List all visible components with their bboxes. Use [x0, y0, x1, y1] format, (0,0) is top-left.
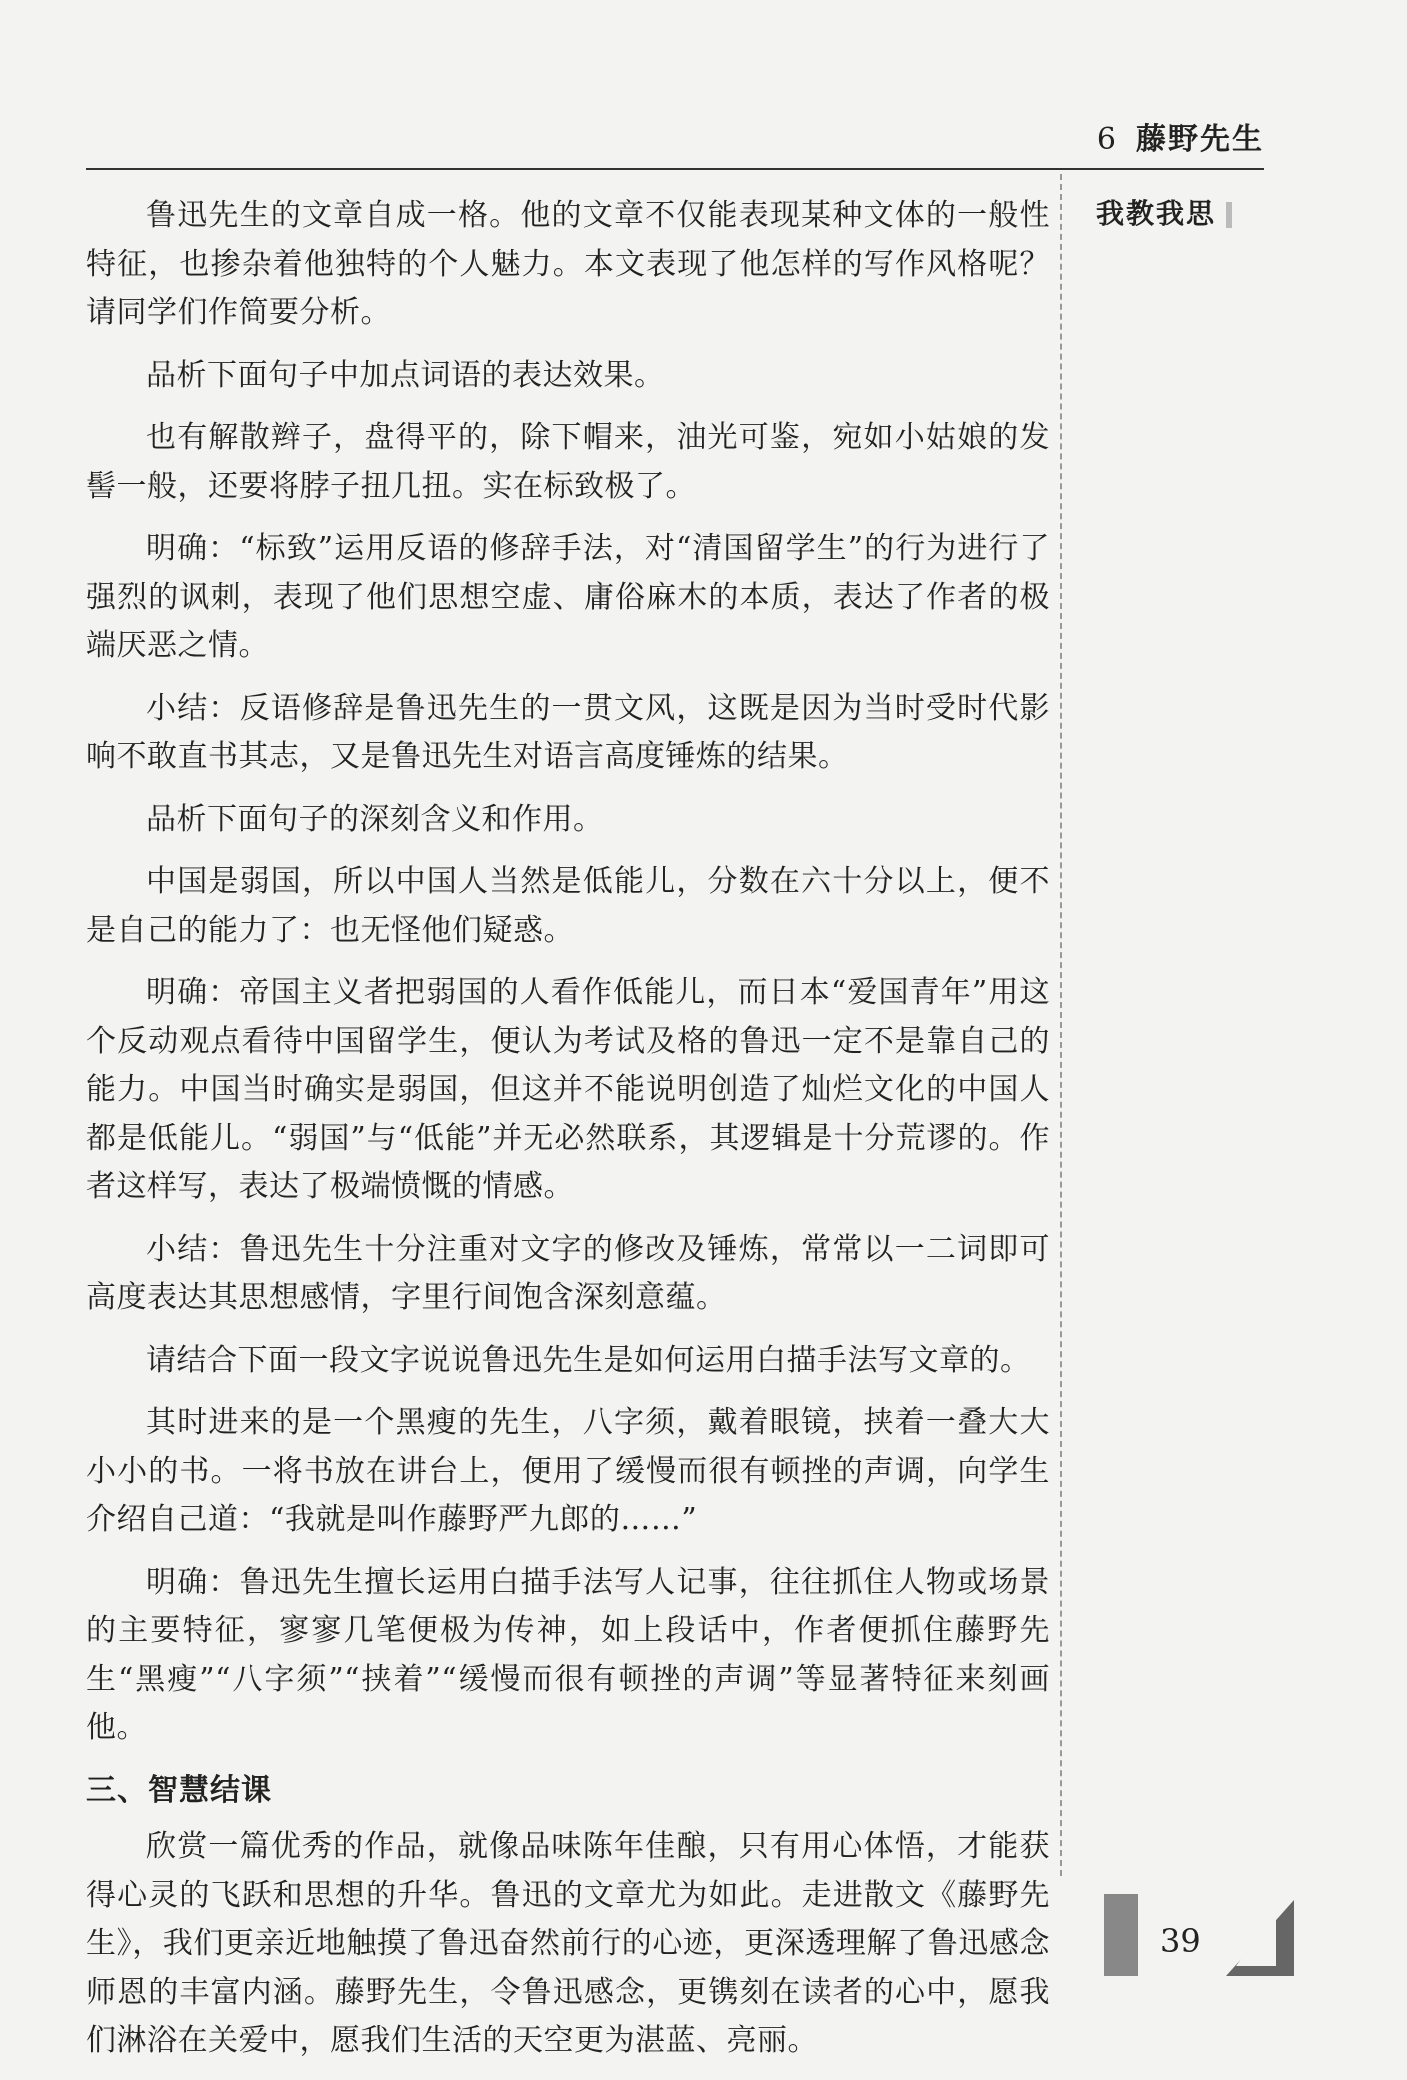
paragraph: 品析下面句子中加点词语的表达效果。 — [146, 357, 665, 393]
sidebar-title: 我教我思 — [1096, 192, 1232, 232]
paragraph: 其时进来的是一个黑瘦的先生，八字须，戴着眼镜，挟着一叠大大小小的书。一将书放在讲台上，便用了缓慢而很有顿挫的声调，向学生介绍自己道：“我就是叫作藤野严九郎的……” — [86, 1405, 1050, 1537]
header-divider — [86, 168, 1264, 170]
chapter-heading — [1097, 114, 1264, 158]
paragraph: 品析下面句子的深刻含义和作用。 — [146, 801, 604, 837]
page-header — [86, 100, 1264, 170]
corner-triangle-decoration — [1226, 1900, 1294, 1976]
sidebar-divider — [1060, 174, 1062, 1876]
section-heading: 三、智慧结课 — [86, 1772, 272, 1808]
paragraph: 小结：反语修辞是鲁迅先生的一贯文风，这既是因为当时受时代影响不敢直书其志，又是鲁迅先生对语言高度锤炼的结果。 — [86, 690, 1050, 774]
paragraph: 也有解散辫子，盘得平的，除下帽来，油光可鉴，宛如小姑娘的发髻一般，还要将脖子扭几扭。实在标致极了。 — [86, 420, 1050, 504]
paragraph: 明确：“标致”运用反语的修辞手法，对“清国留学生”的行为进行了强烈的讽刺，表现了他们思想空虚、庸俗麻木的本质，表达了作者的极端厌恶之情。 — [86, 531, 1050, 663]
page-number: 39 — [1160, 1922, 1201, 1960]
paragraph: 小结：鲁迅先生十分注重对文字的修改及锤炼，常常以一二词即可高度表达其思想感情，字里行间饱含深刻意蕴。 — [86, 1231, 1050, 1315]
paragraph: 中国是弱国，所以中国人当然是低能儿，分数在六十分以上，便不是自己的能力了：也无怪他们疑惑。 — [86, 864, 1050, 948]
paragraph: 欣赏一篇优秀的作品，就像品味陈年佳酿，只有用心体悟，才能获得心灵的飞跃和思想的升华。鲁迅的文章尤为如此。走进散文《藤野先生》，我们更亲近地触摸了鲁迅奋然前行的心迹，更深透理解了鲁迅感念师恩的丰富内涵。藤野先生，令鲁迅感念，更镌刻在读者的心中，愿我们淋浴在关爱中，愿我们生活的天空更为湛蓝、亮丽。 — [86, 1829, 1050, 2058]
main-text — [86, 192, 1050, 2080]
page-tab-block — [1104, 1894, 1138, 1976]
paragraph: 明确：鲁迅先生擅长运用白描手法写人记事，往往抓住人物或场景的主要特征，寥寥几笔便极为传神，如上段话中，作者便抓住藤野先生“黑瘦”“八字须”“挟着”“缓慢而很有顿挫的声调”等显著特征来刻画他。 — [86, 1564, 1050, 1745]
chapter-number: 6 — [1096, 122, 1118, 157]
paragraph: 请结合下面一段文字说说鲁迅先生是如何运用白描手法写文章的。 — [146, 1342, 1031, 1378]
paragraph: 明确：帝国主义者把弱国的人看作低能儿，而日本“爱国青年”用这个反动观点看待中国留学生，便认为考试及格的鲁迅一定不是靠自己的能力。中国当时确实是弱国，但这并不能说明创造了灿烂文化的中国人都是低能儿。“弱国”与“低能”并无必然联系，其逻辑是十分荒谬的。作者这样写，表达了极端愤慨的情感。 — [86, 975, 1050, 1204]
chapter-title: 藤野先生 — [1136, 122, 1264, 157]
paragraph: 鲁迅先生的文章自成一格。他的文章不仅能表现某种文体的一般性特征，也掺杂着他独特的个人魅力。本文表现了他怎样的写作风格呢？请同学们作简要分析。 — [86, 198, 1050, 330]
